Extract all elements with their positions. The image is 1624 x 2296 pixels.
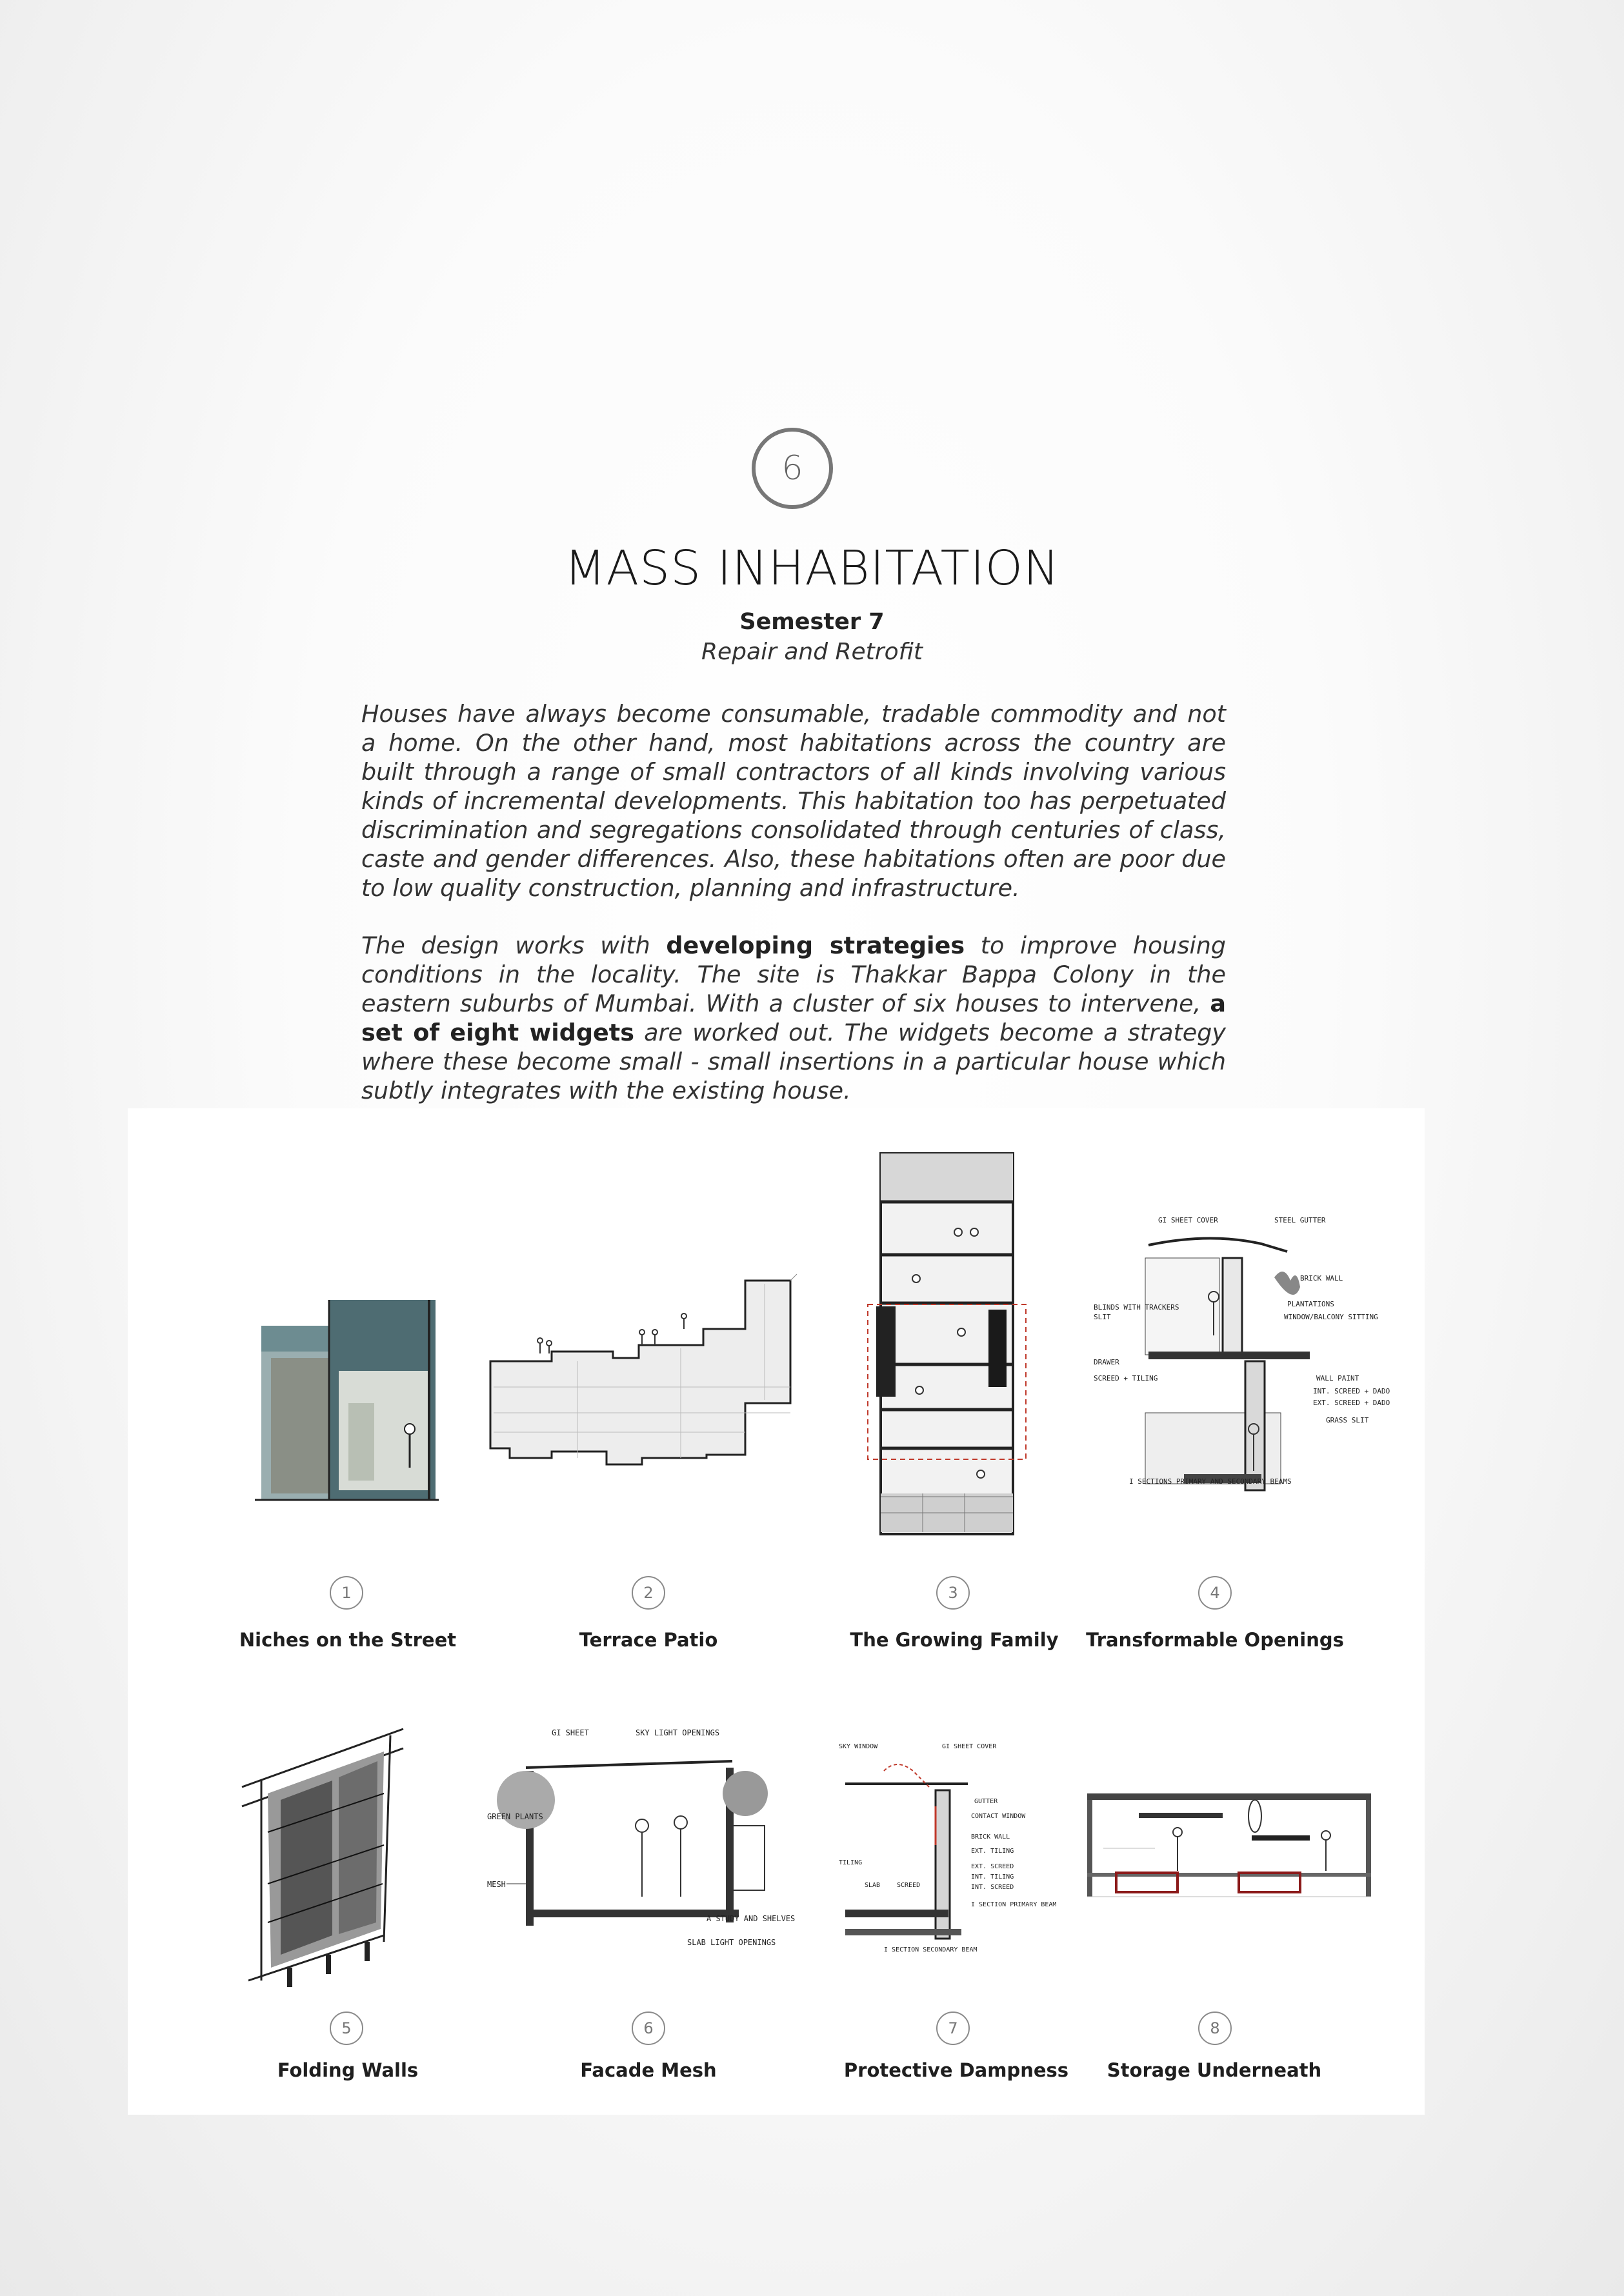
note-gutter: GUTTER [974, 1798, 998, 1805]
widget-5-number: 5 [330, 2011, 363, 2045]
note-drawer: DRAWER [1094, 1358, 1119, 1366]
widget-1-niches-sketch [255, 1287, 439, 1510]
widget-8-caption: Storage Underneath [1107, 2059, 1322, 2081]
note-primary-beam: I SECTION PRIMARY BEAM [971, 1901, 1057, 1908]
note-slit: SLIT [1094, 1313, 1111, 1321]
widget-7-caption: Protective Dampness [843, 2059, 1069, 2081]
widget-6-facade-mesh-sketch [487, 1716, 810, 1961]
widget-6-caption: Facade Mesh [580, 2059, 717, 2081]
note-ext-screed-7: EXT. SCREED [971, 1863, 1014, 1870]
note-int-tiling: INT. TILING [971, 1873, 1014, 1881]
note-tiling: TILING [839, 1859, 863, 1866]
page-title: MASS INHABITATION [564, 541, 1060, 596]
design-paragraph: The design works with developing strategies to improve housing conditions in the locality. The site is Thakkar Bappa Colony in the eastern suburbs of Mumbai. With a cluster of six houses to intervene, a set of eight widgets are worked out. The widgets become a strategy where these become small - small insertions in a particular house which subtly integrates with the existing house. [361, 932, 1226, 1104]
note-green-plants: GREEN PLANTS [487, 1812, 543, 1821]
semester-label: Semester 7 [739, 609, 885, 635]
note-wall-paint: WALL PAINT [1316, 1374, 1359, 1383]
note-screed: SCREED [897, 1882, 921, 1889]
storage-section-image [1078, 1777, 1381, 1919]
widget-2-terrace-sketch [487, 1271, 803, 1519]
note-gi-sheet-cover: GI SHEET COVER [1158, 1216, 1218, 1224]
folding-walls-perspective-image [223, 1690, 461, 2013]
niches-section-image [255, 1287, 439, 1510]
note-ext-screed: EXT. SCREED + DADO [1313, 1399, 1390, 1407]
widget-3-number: 3 [936, 1576, 970, 1610]
note-slab: SLAB [865, 1882, 881, 1889]
widget-6-number: 6 [632, 2011, 665, 2045]
note-grass-slit: GRASS SLIT [1326, 1416, 1369, 1424]
note-steel-gutter: STEEL GUTTER [1274, 1216, 1326, 1224]
page-number: 6 [781, 449, 803, 488]
widget-3-caption: The Growing Family [850, 1629, 1059, 1651]
widget-2-number: 2 [632, 1576, 665, 1610]
dampness-section-image [839, 1742, 1058, 1974]
widget-7-dampness-sketch [839, 1742, 1058, 1974]
openings-section-image [1094, 1206, 1400, 1519]
note-sky-light: SKY LIGHT OPENINGS [636, 1728, 720, 1737]
widget-5-caption: Folding Walls [277, 2059, 419, 2081]
note-mesh: MESH [487, 1880, 506, 1889]
note-i-sections: I SECTIONS PRIMARY AND SECONDARY BEAMS [1129, 1477, 1292, 1486]
note-screed-tiling: SCREED + TILING [1094, 1374, 1158, 1383]
note-slab-light: SLAB LIGHT OPENINGS [687, 1938, 776, 1947]
intro-paragraph: Houses have always become consumable, tradable commodity and not a home. On the other hand, most habitations across the country are built through a range of small contractors of all kinds involving various kinds of incremental developments. This habitation too has perpetuated discrimination and segregations consolidated through centuries of class, caste and gender differences. Also, these habitations often are poor due to low quality construction, planning and infrastructure. [361, 700, 1226, 902]
widget-3-growing-family-sketch [845, 1135, 1052, 1548]
note-int-screed: INT. SCREED + DADO [1313, 1387, 1390, 1395]
facade-mesh-section-image [487, 1716, 810, 1961]
widget-5-folding-walls-sketch [223, 1690, 461, 2013]
note-window-balcony: WINDOW/BALCONY SITTING [1284, 1313, 1378, 1321]
growing-family-section-image [845, 1135, 1052, 1548]
note-int-screed-7: INT. SCREED [971, 1884, 1014, 1891]
widget-4-number: 4 [1198, 1576, 1232, 1610]
terrace-section-image [487, 1271, 803, 1519]
note-gi-sheet: GI SHEET [552, 1728, 589, 1737]
widget-7-number: 7 [936, 2011, 970, 2045]
widget-8-number: 8 [1198, 2011, 1232, 2045]
note-blinds: BLINDS WITH TRACKERS [1094, 1303, 1179, 1312]
widget-4-caption: Transformable Openings [1086, 1629, 1344, 1651]
note-study-shelves: A STUDY AND SHELVES [707, 1914, 796, 1923]
note-ext-tiling: EXT. TILING [971, 1848, 1014, 1855]
note-plantations: PLANTATIONS [1287, 1300, 1334, 1308]
note-sky-window: SKY WINDOW [839, 1743, 878, 1750]
widget-4-openings-sketch [1094, 1206, 1400, 1519]
note-secondary-beam: I SECTION SECONDARY BEAM [884, 1946, 977, 1953]
widget-1-caption: Niches on the Street [239, 1629, 457, 1651]
widget-1-number: 1 [330, 1576, 363, 1610]
note-contact-window: CONTACT WINDOW [971, 1813, 1026, 1820]
note-brick-wall-7: BRICK WALL [971, 1833, 1010, 1841]
project-subtitle: Repair and Retrofit [701, 639, 923, 665]
note-gi-sheet-cover-7: GI SHEET COVER [942, 1743, 997, 1750]
note-brick-wall: BRICK WALL [1300, 1274, 1343, 1283]
page-number-badge [752, 428, 833, 509]
widget-8-storage-sketch [1078, 1777, 1381, 1919]
widget-2-caption: Terrace Patio [579, 1629, 718, 1651]
